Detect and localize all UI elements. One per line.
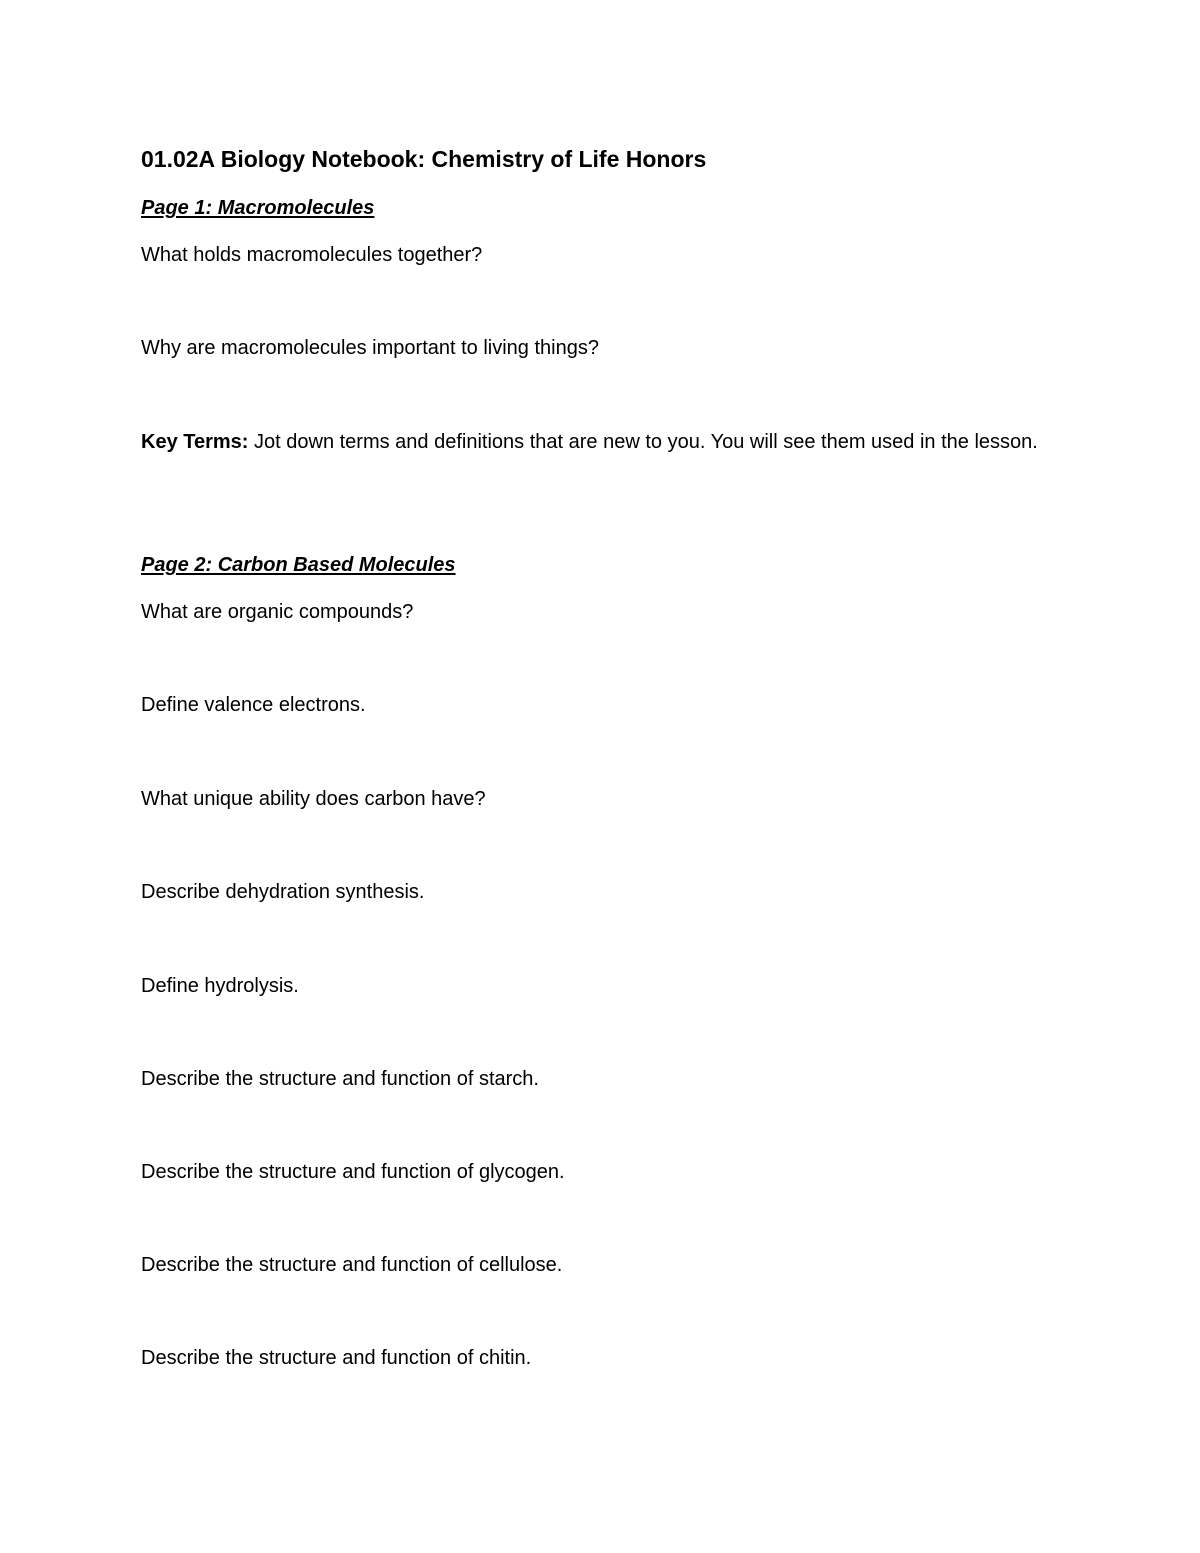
key-terms-text: Jot down terms and definitions that are new to you. You will see them used in the lesson.	[254, 431, 1038, 453]
question-hydrolysis: Define hydrolysis.	[141, 975, 299, 997]
question-valence-electrons: Define valence electrons.	[141, 694, 366, 716]
question-organic-compounds: What are organic compounds?	[141, 601, 414, 623]
question-why-macromolecules-important: Why are macromolecules important to living things?	[141, 337, 599, 359]
key-terms-label: Key Terms:	[141, 431, 255, 453]
question-chitin: Describe the structure and function of chitin.	[141, 1347, 532, 1369]
question-glycogen: Describe the structure and function of glycogen.	[141, 1161, 565, 1183]
key-terms-instructions	[141, 427, 1061, 458]
question-carbon-unique-ability: What unique ability does carbon have?	[141, 788, 486, 810]
question-dehydration-synthesis: Describe dehydration synthesis.	[141, 881, 425, 903]
section-heading-page1: Page 1: Macromolecules	[141, 197, 375, 219]
section-heading-page2: Page 2: Carbon Based Molecules	[141, 554, 456, 576]
document-title: 01.02A Biology Notebook: Chemistry of Life Honors	[141, 146, 707, 172]
question-starch: Describe the structure and function of starch.	[141, 1068, 539, 1090]
question-what-holds-macromolecules: What holds macromolecules together?	[141, 244, 483, 266]
question-cellulose: Describe the structure and function of cellulose.	[141, 1254, 563, 1276]
